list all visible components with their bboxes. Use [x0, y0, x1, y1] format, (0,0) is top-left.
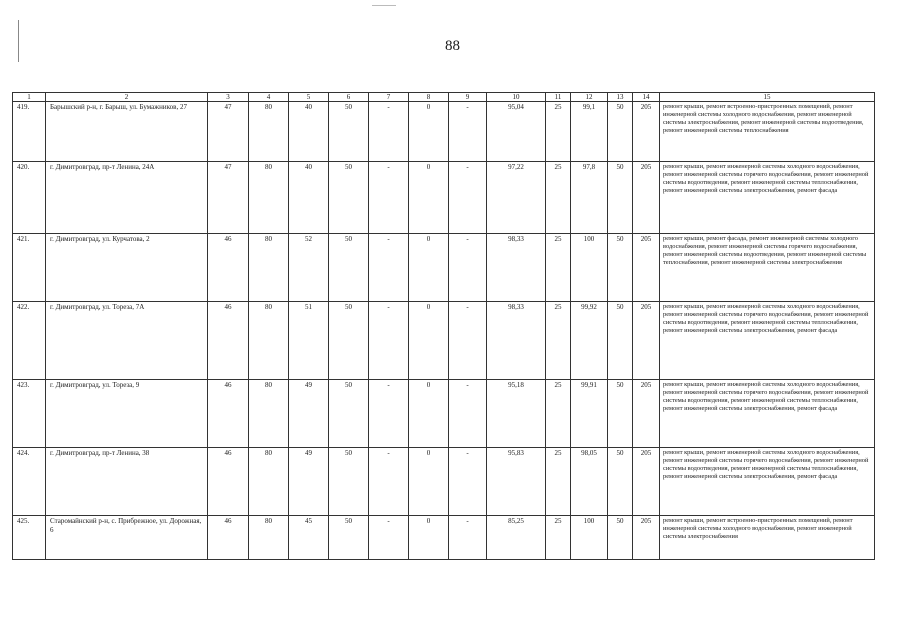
table-row: [13, 162, 875, 234]
cell-col-7: -: [369, 162, 409, 234]
cell-col-6: 50: [329, 380, 369, 448]
cell-col-6: 50: [329, 234, 369, 302]
row-number: 425.: [13, 516, 46, 560]
cell-col-14: 205: [633, 302, 660, 380]
cell-col-10: 98,33: [487, 234, 546, 302]
cell-col-13: 50: [608, 302, 633, 380]
cell-col-7: -: [369, 380, 409, 448]
cell-col-13: 50: [608, 102, 633, 162]
cell-col-8: 0: [409, 234, 449, 302]
cell-col-9: -: [449, 448, 487, 516]
cell-col-4: 80: [249, 162, 289, 234]
cell-col-11: 25: [546, 234, 571, 302]
cell-col-9: -: [449, 516, 487, 560]
table-row: [13, 234, 875, 302]
cell-col-3: 46: [208, 516, 249, 560]
column-header-11: 11: [546, 93, 571, 102]
cell-col-7: -: [369, 234, 409, 302]
row-number: 423.: [13, 380, 46, 448]
cell-col-6: 50: [329, 448, 369, 516]
cell-col-10: 97,22: [487, 162, 546, 234]
row-number: 421.: [13, 234, 46, 302]
cell-col-11: 25: [546, 102, 571, 162]
cell-col-3: 46: [208, 448, 249, 516]
cell-col-11: 25: [546, 380, 571, 448]
column-header-14: 14: [633, 93, 660, 102]
cell-col-7: -: [369, 448, 409, 516]
row-number: 419.: [13, 102, 46, 162]
cell-col-13: 50: [608, 516, 633, 560]
address-cell: г. Димитровград, пр-т Ленина, 24А: [46, 162, 208, 234]
cell-col-4: 80: [249, 302, 289, 380]
cell-col-11: 25: [546, 516, 571, 560]
cell-col-10: 95,83: [487, 448, 546, 516]
cell-col-10: 95,18: [487, 380, 546, 448]
table-header: [13, 93, 875, 102]
cell-col-12: 97,8: [571, 162, 608, 234]
row-number: 420.: [13, 162, 46, 234]
table-body: [13, 102, 875, 560]
page-number: 88: [445, 38, 460, 54]
table-row: [13, 448, 875, 516]
cell-col-14: 205: [633, 102, 660, 162]
cell-col-8: 0: [409, 516, 449, 560]
works-cell: ремонт крыши, ремонт встроенно-пристроенных помещений, ремонт инженерной системы холодного водоснабжения, ремонт инженерной системы электроснабжения: [660, 516, 875, 560]
repair-program-table: [12, 92, 875, 560]
table-row: [13, 380, 875, 448]
cell-col-4: 80: [249, 102, 289, 162]
address-cell: г. Димитровград, ул. Курчатова, 2: [46, 234, 208, 302]
column-header-4: 4: [249, 93, 289, 102]
cell-col-9: -: [449, 102, 487, 162]
column-header-12: 12: [571, 93, 608, 102]
cell-col-13: 50: [608, 448, 633, 516]
cell-col-3: 47: [208, 162, 249, 234]
cell-col-5: 45: [289, 516, 329, 560]
cell-col-13: 50: [608, 380, 633, 448]
cell-col-6: 50: [329, 516, 369, 560]
column-header-7: 7: [369, 93, 409, 102]
cell-col-3: 46: [208, 234, 249, 302]
cell-col-12: 99,1: [571, 102, 608, 162]
table-row: [13, 302, 875, 380]
header-row: [13, 93, 875, 102]
works-cell: ремонт крыши, ремонт фасада, ремонт инженерной системы холодного водоснабжения, ремонт инженерной системы горячего водоснабжения, ремонт инженерной системы водоотведения, ремонт инженерной системы теплоснабжения, ремонт инженерной системы электроснабжения: [660, 234, 875, 302]
cell-col-10: 98,33: [487, 302, 546, 380]
cell-col-9: -: [449, 302, 487, 380]
cell-col-3: 46: [208, 380, 249, 448]
column-header-13: 13: [608, 93, 633, 102]
column-header-3: 3: [208, 93, 249, 102]
works-cell: ремонт крыши, ремонт инженерной системы холодного водоснабжения, ремонт инженерной системы горячего водоснабжения, ремонт инженерной системы водоотведения, ремонт инженерной системы теплоснабжения, ремонт инженерной системы электроснабжения, ремонт фасада: [660, 380, 875, 448]
column-header-10: 10: [487, 93, 546, 102]
cell-col-14: 205: [633, 516, 660, 560]
cell-col-5: 40: [289, 162, 329, 234]
column-header-1: 1: [13, 93, 46, 102]
table-row: [13, 516, 875, 560]
column-header-8: 8: [409, 93, 449, 102]
cell-col-8: 0: [409, 302, 449, 380]
column-header-2: 2: [46, 93, 208, 102]
cell-col-10: 95,04: [487, 102, 546, 162]
cell-col-5: 51: [289, 302, 329, 380]
cell-col-13: 50: [608, 234, 633, 302]
cell-col-7: -: [369, 102, 409, 162]
works-cell: ремонт крыши, ремонт инженерной системы холодного водоснабжения, ремонт инженерной системы горячего водоснабжения, ремонт инженерной системы водоотведения, ремонт инженерной системы теплоснабжения, ремонт инженерной системы электроснабжения, ремонт фасада: [660, 302, 875, 380]
cell-col-4: 80: [249, 448, 289, 516]
address-cell: Старомайнский р-н, с. Прибрежное, ул. Дорожная, 6: [46, 516, 208, 560]
cell-col-9: -: [449, 234, 487, 302]
row-number: 422.: [13, 302, 46, 380]
cell-col-7: -: [369, 516, 409, 560]
address-cell: Барышский р-н, г. Барыш, ул. Бумажников, 27: [46, 102, 208, 162]
cell-col-13: 50: [608, 162, 633, 234]
cell-col-14: 205: [633, 380, 660, 448]
cell-col-7: -: [369, 302, 409, 380]
cell-col-3: 47: [208, 102, 249, 162]
cell-col-6: 50: [329, 162, 369, 234]
cell-col-8: 0: [409, 380, 449, 448]
address-cell: г. Димитровград, ул. Тореза, 7А: [46, 302, 208, 380]
cell-col-5: 40: [289, 102, 329, 162]
cell-col-5: 52: [289, 234, 329, 302]
cell-col-4: 80: [249, 516, 289, 560]
column-header-15: 15: [660, 93, 875, 102]
cell-col-12: 100: [571, 516, 608, 560]
data-table-container: [12, 92, 874, 560]
cell-col-9: -: [449, 162, 487, 234]
works-cell: ремонт крыши, ремонт встроенно-пристроенных помещений, ремонт инженерной системы холодного водоснабжения, ремонт инженерной системы электроснабжения, ремонт инженерной системы водоотведения, ремонт инженерной системы теплоснабжения: [660, 102, 875, 162]
cell-col-5: 49: [289, 448, 329, 516]
scan-artifact-line: [372, 5, 396, 6]
cell-col-12: 99,91: [571, 380, 608, 448]
cell-col-4: 80: [249, 234, 289, 302]
column-header-5: 5: [289, 93, 329, 102]
cell-col-14: 205: [633, 234, 660, 302]
cell-col-3: 46: [208, 302, 249, 380]
cell-col-12: 100: [571, 234, 608, 302]
cell-col-9: -: [449, 380, 487, 448]
address-cell: г. Димитровград, ул. Тореза, 9: [46, 380, 208, 448]
address-cell: г. Димитровград, пр-т Ленина, 38: [46, 448, 208, 516]
column-header-9: 9: [449, 93, 487, 102]
works-cell: ремонт крыши, ремонт инженерной системы холодного водоснабжения, ремонт инженерной системы горячего водоснабжения, ремонт инженерной системы водоотведения, ремонт инженерной системы теплоснабжения, ремонт инженерной системы электроснабжения, ремонт фасада: [660, 162, 875, 234]
cell-col-11: 25: [546, 162, 571, 234]
cell-col-4: 80: [249, 380, 289, 448]
column-header-6: 6: [329, 93, 369, 102]
cell-col-8: 0: [409, 162, 449, 234]
works-cell: ремонт крыши, ремонт инженерной системы холодного водоснабжения, ремонт инженерной системы горячего водоснабжения, ремонт инженерной системы водоотведения, ремонт инженерной системы теплоснабжения, ремонт инженерной системы электроснабжения, ремонт фасада: [660, 448, 875, 516]
cell-col-6: 50: [329, 102, 369, 162]
cell-col-14: 205: [633, 162, 660, 234]
cell-col-5: 49: [289, 380, 329, 448]
cell-col-14: 205: [633, 448, 660, 516]
cell-col-10: 85,25: [487, 516, 546, 560]
cell-col-12: 98,05: [571, 448, 608, 516]
cell-col-8: 0: [409, 102, 449, 162]
cell-col-11: 25: [546, 448, 571, 516]
cell-col-11: 25: [546, 302, 571, 380]
row-number: 424.: [13, 448, 46, 516]
cell-col-6: 50: [329, 302, 369, 380]
cell-col-12: 99,92: [571, 302, 608, 380]
table-row: [13, 102, 875, 162]
cell-col-8: 0: [409, 448, 449, 516]
